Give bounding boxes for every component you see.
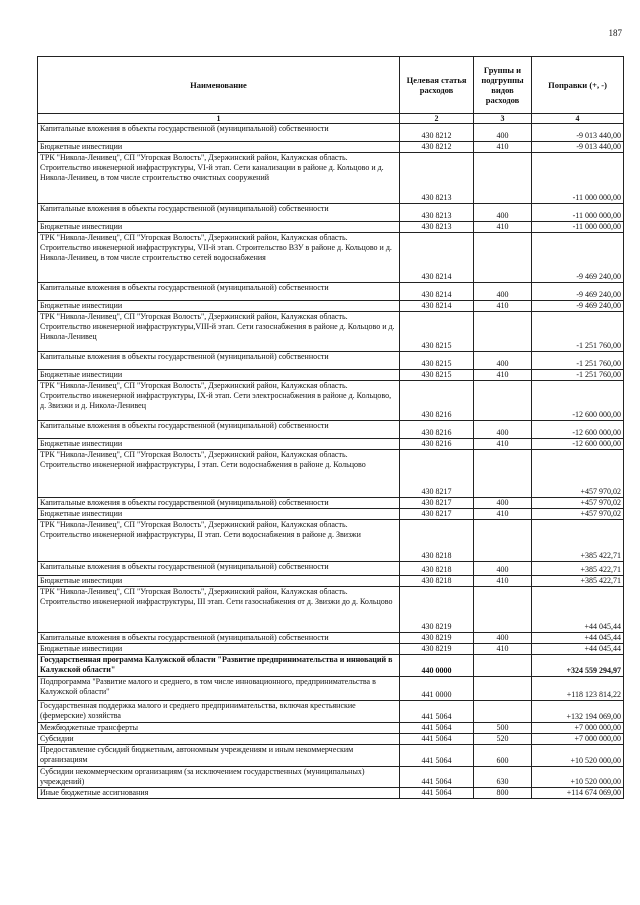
row-expense-group [474,381,532,421]
row-amount: -12 600 000,00 [532,439,624,450]
row-expense-group [474,655,532,677]
row-target-code: 430 8212 [400,124,474,142]
row-expense-group: 400 [474,562,532,576]
table-row [38,283,624,301]
table-row [38,204,624,222]
row-amount: +457 970,02 [532,509,624,520]
row-name: Межбюджетные трансферты [38,723,400,734]
table-header-row [38,57,624,114]
row-name: Субсидии [38,734,400,745]
column-number: 4 [532,114,624,124]
row-amount: +324 559 294,97 [532,655,624,677]
column-number: 2 [400,114,474,124]
row-target-code: 430 8213 [400,153,474,204]
row-expense-group: 400 [474,283,532,301]
row-expense-group: 400 [474,352,532,370]
row-expense-group [474,587,532,633]
row-amount: +114 674 069,00 [532,788,624,799]
row-target-code: 441 5064 [400,745,474,767]
row-amount: +385 422,71 [532,576,624,587]
row-expense-group: 410 [474,644,532,655]
row-amount: +44 045,44 [532,587,624,633]
row-amount: +10 520 000,00 [532,767,624,788]
row-amount: +7 000 000,00 [532,734,624,745]
table-row [38,788,624,799]
row-amount: -12 600 000,00 [532,381,624,421]
row-name: Государственная поддержка малого и среднего предпринимательства, включая крестьянские (фермерские) хозяйства [38,701,400,723]
row-name: Иные бюджетные ассигнования [38,788,400,799]
budget-amendments-table [37,56,624,799]
row-amount: +385 422,71 [532,562,624,576]
table-row [38,723,624,734]
row-target-code: 430 8218 [400,520,474,562]
table-row [38,655,624,677]
row-target-code: 430 8219 [400,644,474,655]
row-amount: -9 469 240,00 [532,233,624,283]
header-amendments: Поправки (+, -) [532,57,624,114]
row-expense-group: 800 [474,788,532,799]
row-expense-group: 400 [474,124,532,142]
row-target-code: 430 8219 [400,587,474,633]
row-target-code: 430 8218 [400,562,474,576]
row-name: ТРК "Никола-Ленивец", СП "Угорская Волость", Дзержинский район, Калужская область. Строительство инженерной инфраструктуры, VII-й этап. Строительство ВЗУ в районе д. Кольцово и д. Никола-Ленивец, в том числе строительство сетей водоснабжения [38,233,400,283]
row-expense-group [474,701,532,723]
row-expense-group [474,233,532,283]
table-row [38,633,624,644]
row-expense-group: 600 [474,745,532,767]
table-row [38,370,624,381]
column-number-row [38,114,624,124]
row-amount: -1 251 760,00 [532,312,624,352]
row-target-code: 441 5064 [400,701,474,723]
table-row [38,734,624,745]
row-amount: +7 000 000,00 [532,723,624,734]
row-expense-group [474,677,532,701]
column-number: 1 [38,114,400,124]
row-name: Бюджетные инвестиции [38,439,400,450]
row-name: Предоставление субсидий бюджетным, автономным учреждениям и иным некоммерческим организациям [38,745,400,767]
row-name: Бюджетные инвестиции [38,370,400,381]
table-row [38,701,624,723]
table-row [38,352,624,370]
row-amount: -11 000 000,00 [532,222,624,233]
row-expense-group: 410 [474,222,532,233]
row-name: Бюджетные инвестиции [38,301,400,312]
row-target-code: 430 8214 [400,301,474,312]
row-name: Бюджетные инвестиции [38,576,400,587]
row-name: Государственная программа Калужской области "Развитие предпринимательства и инноваций в Калужской области" [38,655,400,677]
row-target-code: 441 5064 [400,734,474,745]
row-amount: -11 000 000,00 [532,153,624,204]
row-amount: +385 422,71 [532,520,624,562]
row-target-code: 430 8215 [400,352,474,370]
row-name: Капитальные вложения в объекты государственной (муниципальной) собственности [38,633,400,644]
row-name: ТРК "Никола-Ленивец", СП "Угорская Волость", Дзержинский район, Калужская область. Строительство инженерной инфраструктуры, II этап. Сети водоснабжения в районе д. Звизжи [38,520,400,562]
row-name: Капитальные вложения в объекты государственной (муниципальной) собственности [38,204,400,222]
row-name: Капитальные вложения в объекты государственной (муниципальной) собственности [38,562,400,576]
row-amount: -1 251 760,00 [532,352,624,370]
table-row [38,439,624,450]
row-target-code: 430 8217 [400,450,474,498]
header-name: Наименование [38,57,400,114]
row-expense-group [474,450,532,498]
row-amount: +457 970,02 [532,498,624,509]
row-target-code: 430 8217 [400,498,474,509]
table-row [38,767,624,788]
row-target-code: 430 8216 [400,421,474,439]
row-amount: +118 123 814,22 [532,677,624,701]
row-target-code: 430 8214 [400,233,474,283]
table-row [38,587,624,633]
row-expense-group [474,312,532,352]
row-name: Бюджетные инвестиции [38,644,400,655]
row-target-code: 430 8215 [400,370,474,381]
row-target-code: 430 8216 [400,439,474,450]
table-row [38,450,624,498]
row-amount: -9 469 240,00 [532,301,624,312]
row-name: Капитальные вложения в объекты государственной (муниципальной) собственности [38,352,400,370]
table-row [38,222,624,233]
page-number: 187 [608,28,622,38]
row-expense-group [474,153,532,204]
row-target-code: 430 8214 [400,283,474,301]
table-row [38,312,624,352]
row-name: ТРК "Никола-Ленивец", СП "Угорская Волость", Дзержинский район, Калужская область. Строительство инженерной инфраструктуры, IX-й этап. Сети электроснабжения в районе д. Кольцово, д. Звизжи и д. Никола-Ленивец [38,381,400,421]
row-amount: -1 251 760,00 [532,370,624,381]
row-target-code: 430 8212 [400,142,474,153]
row-amount: +44 045,44 [532,633,624,644]
column-number: 3 [474,114,532,124]
row-name: ТРК "Никола-Ленивец", СП "Угорская Волость", Дзержинский район, Калужская область. Строительство инженерной инфраструктуры, VI-й этап. Сети канализации в районе д. Кольцово и д. Никола-Ленивец, в том числе строительство очистных сооружений [38,153,400,204]
table-row [38,142,624,153]
row-name: Капитальные вложения в объекты государственной (муниципальной) собственности [38,283,400,301]
table-row [38,381,624,421]
row-amount: -12 600 000,00 [532,421,624,439]
row-name: Подпрограмма "Развитие малого и среднего, в том числе инновационного, предпринимательства в Калужской области" [38,677,400,701]
row-target-code: 430 8219 [400,633,474,644]
row-name: ТРК "Никола-Ленивец", СП "Угорская Волость", Дзержинский район, Калужская область. Строительство инженерной инфраструктуры,VIII-й этап. Сети газоснабжения в районе д. Кольцово и д. Никола-Ленивец [38,312,400,352]
table-row [38,233,624,283]
table-row [38,153,624,204]
table-row [38,124,624,142]
table-row [38,509,624,520]
row-target-code: 430 8218 [400,576,474,587]
row-target-code: 441 5064 [400,788,474,799]
row-expense-group: 410 [474,370,532,381]
row-name: Субсидии некоммерческим организациям (за исключением государственных (муниципальных) учреждений) [38,767,400,788]
row-target-code: 430 8217 [400,509,474,520]
row-expense-group: 520 [474,734,532,745]
row-expense-group: 410 [474,301,532,312]
row-expense-group: 410 [474,576,532,587]
header-expense-group: Группы и подгруппы видов расходов [474,57,532,114]
table-row [38,421,624,439]
row-amount: -11 000 000,00 [532,204,624,222]
row-target-code: 440 0000 [400,655,474,677]
row-expense-group: 630 [474,767,532,788]
row-name: Бюджетные инвестиции [38,509,400,520]
table-row [38,677,624,701]
row-target-code: 441 5064 [400,723,474,734]
row-target-code: 430 8216 [400,381,474,421]
row-name: Капитальные вложения в объекты государственной (муниципальной) собственности [38,124,400,142]
row-target-code: 441 0000 [400,677,474,701]
row-amount: +10 520 000,00 [532,745,624,767]
row-amount: -9 469 240,00 [532,283,624,301]
row-name: Капитальные вложения в объекты государственной (муниципальной) собственности [38,498,400,509]
row-expense-group [474,520,532,562]
row-expense-group: 400 [474,633,532,644]
row-target-code: 430 8215 [400,312,474,352]
row-expense-group: 410 [474,509,532,520]
row-expense-group: 410 [474,439,532,450]
table-row [38,745,624,767]
table-row [38,520,624,562]
row-name: Бюджетные инвестиции [38,222,400,233]
row-amount: +44 045,44 [532,644,624,655]
row-target-code: 430 8213 [400,222,474,233]
table-row [38,644,624,655]
row-name: Капитальные вложения в объекты государственной (муниципальной) собственности [38,421,400,439]
row-expense-group: 400 [474,421,532,439]
row-expense-group: 400 [474,498,532,509]
table-row [38,562,624,576]
table-row [38,576,624,587]
row-amount: +457 970,02 [532,450,624,498]
row-target-code: 441 5064 [400,767,474,788]
row-name: ТРК "Никола-Ленивец", СП "Угорская Волость", Дзержинский район, Калужская область. Строительство инженерной инфраструктуры, I этап. Сети водоснабжения в районе д. Кольцово [38,450,400,498]
row-target-code: 430 8213 [400,204,474,222]
row-expense-group: 410 [474,142,532,153]
row-amount: -9 013 440,00 [532,142,624,153]
row-name: Бюджетные инвестиции [38,142,400,153]
row-amount: +132 194 069,00 [532,701,624,723]
row-name: ТРК "Никола-Ленивец", СП "Угорская Волость", Дзержинский район, Калужская область. Строительство инженерной инфраструктуры, III этап. Сети газоснабжения от д. Звизжи до д. Кольцово [38,587,400,633]
row-expense-group: 500 [474,723,532,734]
header-target-article: Целевая статья расходов [400,57,474,114]
row-expense-group: 400 [474,204,532,222]
row-amount: -9 013 440,00 [532,124,624,142]
table-row [38,498,624,509]
table-row [38,301,624,312]
